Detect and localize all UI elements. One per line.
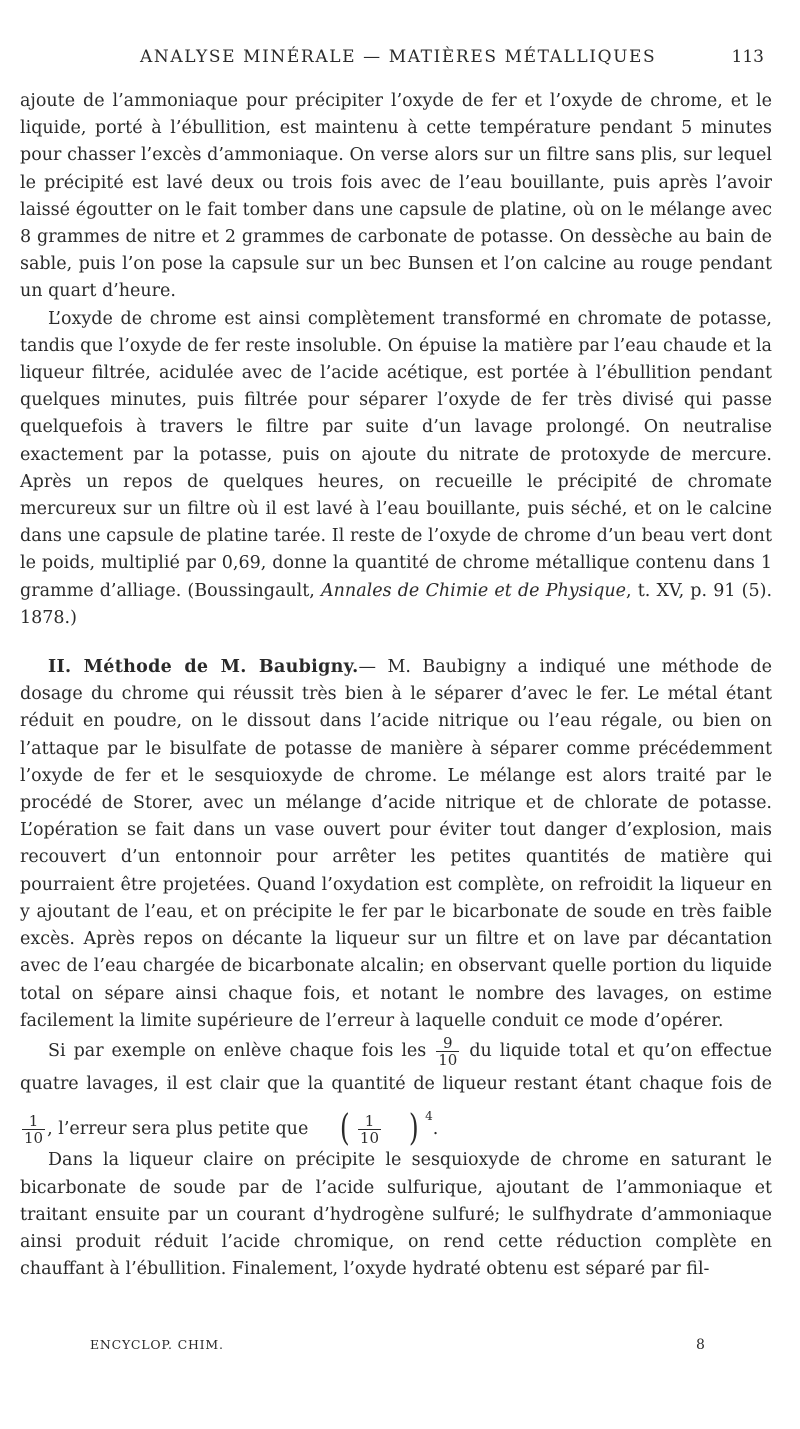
citation-details: , t. XV, p. 91 (5). 1878.) <box>20 580 773 628</box>
paragraph-chromate <box>20 306 772 632</box>
fraction-nine-tenths <box>436 1035 459 1068</box>
fraction-denominator: 10 <box>359 1128 380 1147</box>
paragraph-text: Si par exemple on enlève chaque fois les <box>48 1040 435 1061</box>
paragraph-baubigny-method <box>20 654 772 1035</box>
fraction-numerator: 1 <box>22 1113 45 1130</box>
footer-source: ENCYCLOP. CHIM. <box>90 1337 224 1352</box>
fraction-denominator: 10 <box>438 1050 458 1069</box>
paragraph-text: du liquide total et qu’on effectue quatre lavages, il est clair que la quantité de liqueur restant étant chaque fois de <box>20 1040 772 1094</box>
paragraph-text: — M. Baubigny a indiqué une méthode de dosage du chrome qui réussit très bien à le séparer d’avec le fer. Le métal étant réduit en poudre, on le dissout dans l’acide nitrique ou l’eau régale, ou bien on l’attaque par le bisulfate de potasse de manière à séparer comme précédemment l’oxyde de fer et le sesquioxyde de chrome. Le mélange est alors traité par le procédé de Storer, avec un mélange d’acide nitrique et de chlorate de potasse. L’opération se fait dans un vase ouvert pour éviter tout danger d’explosion, mais recouvert d’un entonnoir pour arrêter les petites quantités de matière qui pourraient être projetées. Quand l’oxydation est complète, on refroidit la liqueur en y ajoutant de l’eau, et on précipite le fer par le bicarbonate de soude en très faible excès. Après repos on décante la liqueur sur un filtre et on lave par décantation avec de l’eau chargée de bicarbonate alcalin; en observant quelle portion du liquide total on sépare ainsi chaque fois, et notant le nombre des lavages, on estime facilement la limite supérieure de l’erreur à laquelle conduit ce mode d’opérer. <box>20 657 772 1031</box>
paragraph-text: ajoute de l’ammoniaque pour précipiter l’oxyde de fer et l’oxyde de chrome, et le liquide, porté à l’ébullition, est maintenu à cette température pendant 5 minutes pour chasser l’excès d’ammoniaque. On verse alors sur un filtre sans plis, sur lequel le précipité est lavé deux ou trois fois avec de l’eau bouillante, puis après l’avoir laissé égoutter on le fait tomber dans une capsule de platine, où on le mélange avec 8 grammes de nitre et 2 grammes de carbonate de potasse. On dessèche au bain de sable, puis l’on pose la capsule sur un bec Bunsen et l’on calcine au rouge pendant un quart d’heure. <box>20 91 772 302</box>
paragraph-example <box>20 1035 772 1148</box>
page-header <box>0 47 800 75</box>
left-parenthesis: ( <box>339 1108 350 1150</box>
exponent: 4 <box>425 1108 433 1123</box>
signature-mark: 8 <box>696 1337 705 1353</box>
right-parenthesis: ) <box>408 1108 419 1150</box>
running-head: ANALYSE MINÉRALE — MATIÈRES MÉTALLIQUES <box>140 47 657 67</box>
paragraph-text: , l’erreur sera plus petite que <box>47 1118 314 1139</box>
page-number: 113 <box>731 47 764 67</box>
fraction-one-tenth-power <box>358 1113 381 1146</box>
paragraph-precipitation <box>20 1147 772 1283</box>
fraction-denominator: 10 <box>24 1128 44 1147</box>
fraction-one-tenth <box>22 1113 45 1146</box>
section-heading: II. Méthode de M. Baubigny. <box>48 657 359 678</box>
page-footer <box>0 1337 800 1361</box>
paragraph-text: Dans la liqueur claire on précipite le sesquioxyde de chrome en saturant le bicarbonate de soude par de l’acide sulfurique, ajoutant de l’ammoniaque et traitant ensuite par un courant d’hydrogène sulfuré; le sulfhydrate d’ammoniaque ainsi produit réduit l’acide chromique, on rend cette réduction complète en chauffant à l’ébullition. Finalement, l’oxyde hydraté obtenu est séparé par fil- <box>20 1150 772 1280</box>
fraction-numerator: 1 <box>358 1113 381 1130</box>
fraction-numerator: 9 <box>436 1035 459 1052</box>
citation-title: Annales de Chimie et de Physique <box>321 580 627 601</box>
page-body <box>20 88 772 1283</box>
paragraph-text: . <box>432 1118 439 1139</box>
paragraph-continued <box>20 88 772 306</box>
paragraph-text: L’oxyde de chrome est ainsi complètement transformé en chromate de potasse, tandis que l’oxyde de fer reste insoluble. On épuise la matière par l’eau chaude et la liqueur filtrée, acidulée avec de l’acide acétique, est portée à l’ébullition pendant quelques minutes, puis filtrée pour séparer l’oxyde de fer très divisé qui passe quelquefois à travers le filtre par suite d’un lavage prolongé. On neutralise exactement par la potasse, puis on ajoute du nitrate de protoxyde de mercure. Après un repos de quelques heures, on recueille le précipité de chromate mercureux sur un filtre où il est lavé à l’eau bouillante, puis séché, et on le calcine dans une capsule de platine tarée. Il reste de l’oxyde de chrome d’un beau vert dont le poids, multiplié par 0,69, donne la quantité de chrome métallique contenu dans 1 gramme d’alliage. (Boussingault, <box>20 308 772 601</box>
